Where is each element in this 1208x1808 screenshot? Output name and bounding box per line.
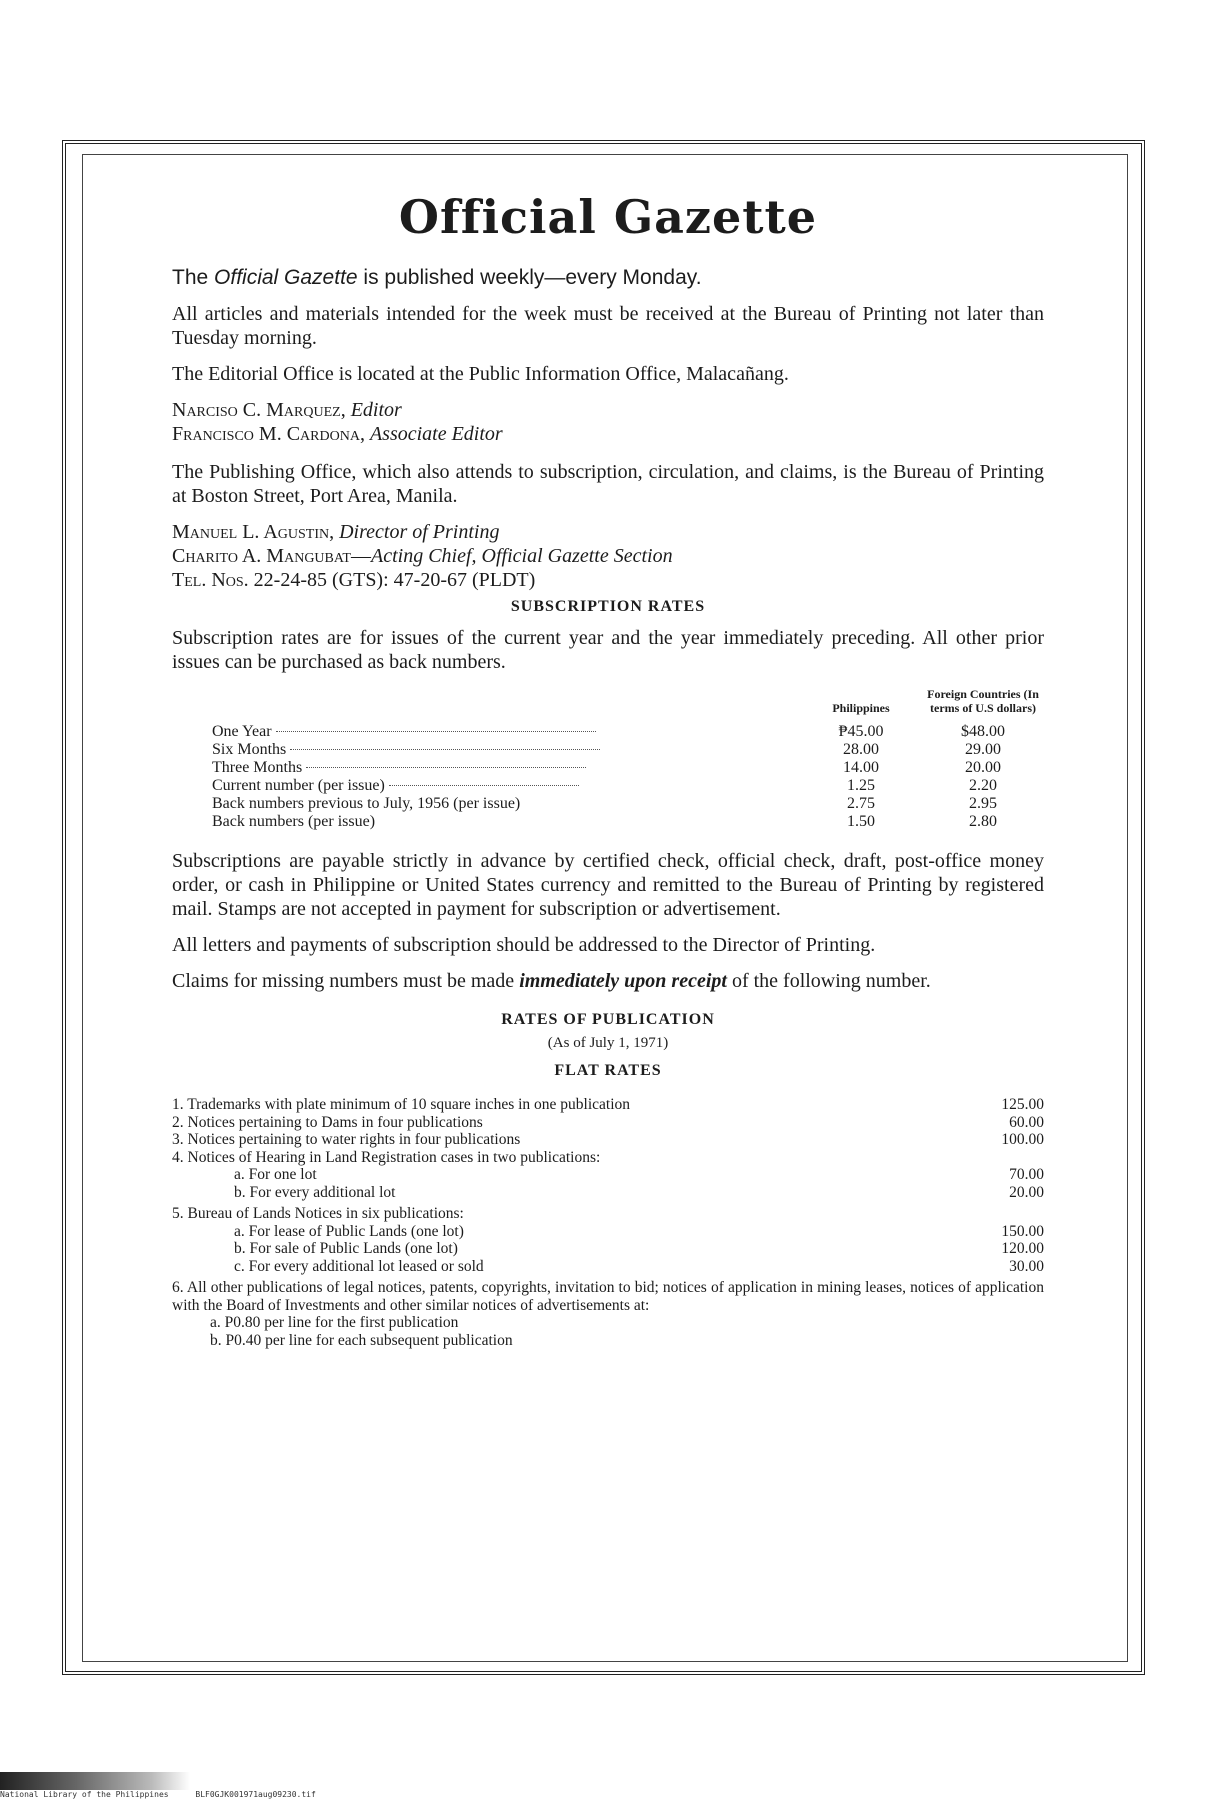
publication-rates-heading: RATES OF PUBLICATION xyxy=(501,1011,715,1028)
publication-rates-date: (As of July 1, 1971) xyxy=(547,1035,669,1051)
staff-line: Charito A. Mangubat—Acting Chief, Official Gazette Section xyxy=(172,545,673,567)
list-item: 3. Notices pertaining to water rights in four publications 100.00 xyxy=(172,1131,1044,1148)
table-row: Back numbers (per issue) 1.50 2.80 xyxy=(212,813,997,830)
table-row: Three Months 14.00 20.00 xyxy=(212,759,1001,776)
intro-deadline-notice: All articles and materials intended for the week must be received at the Bureau of Printing not later than Tuesday morning. xyxy=(172,303,1044,349)
intro-office-location: The Editorial Office is located at the Public Information Office, Malacañang. xyxy=(172,363,789,385)
scan-edge-mark xyxy=(0,1772,190,1790)
telephone-line: Tel. Nos. 22-24-85 (GTS): 47-20-67 (PLDT) xyxy=(172,569,536,591)
table-row: Current number (per issue) 1.25 2.20 xyxy=(212,777,997,794)
list-subitem: b. For sale of Public Lands (one lot) 120.00 xyxy=(234,1240,1044,1257)
flat-rates-heading: FLAT RATES xyxy=(554,1062,662,1079)
staff-line: Manuel L. Agustin, Director of Printing xyxy=(172,521,500,543)
table-row: One Year ₱45.00 $48.00 xyxy=(212,723,1005,740)
editor-list xyxy=(172,398,1044,446)
list-item: 5. Bureau of Lands Notices in six publications: xyxy=(172,1205,464,1222)
publication-rates-list xyxy=(172,1096,1044,1349)
list-subitem: a. For lease of Public Lands (one lot) 150.00 xyxy=(234,1222,1044,1240)
table-row: Six Months 28.00 29.00 xyxy=(212,741,1001,758)
table-row: Back numbers previous to July, 1956 (per issue) 2.75 2.95 xyxy=(212,795,997,812)
list-item: 1. Trademarks with plate minimum of 10 square inches in one publication 125.00 xyxy=(172,1096,1044,1113)
page-content xyxy=(172,190,1044,1349)
list-subitem: a. P0.80 per line for the first publication xyxy=(210,1314,459,1331)
list-subitem: b. P0.40 per line for each subsequent publication xyxy=(210,1331,513,1349)
col-header-foreign: Foreign Countries (In terms of U.S dollars) xyxy=(927,687,1039,715)
list-subitem: a. For one lot 70.00 xyxy=(234,1166,1044,1183)
list-item: 6. All other publications of legal notices, patents, copyrights, invitation to bid; notices of application in mining leases, notices of application with the Board of Investments and other similar notices of advertisements at: xyxy=(172,1279,1044,1314)
footer-library-name: National Library of the Philippines xyxy=(0,1790,169,1799)
letters-address-notice: All letters and payments of subscription should be addressed to the Director of Printing. xyxy=(172,934,876,956)
list-subitem: c. For every additional lot leased or sold 30.00 xyxy=(234,1257,1044,1275)
subscription-rates-table xyxy=(172,686,1044,831)
intro-publication-notice: The Official Gazette is published weekly—every Monday. xyxy=(172,266,702,289)
publishing-staff-list xyxy=(172,520,1044,592)
editor-line: Francisco M. Cardona, Associate Editor xyxy=(172,423,503,445)
subscription-rates-heading: SUBSCRIPTION RATES xyxy=(510,598,706,615)
editor-line: Narciso C. Marquez, Editor xyxy=(172,399,402,421)
payment-terms-notice: Subscriptions are payable strictly in advance by certified check, official check, draft, post-office money order, or cash in Philippine or United States currency and remitted to the Bureau of Printing by registered mail. Stamps are not accepted in payment for subscription or advertisement. xyxy=(172,850,1044,920)
list-item: 2. Notices pertaining to Dams in four publications 60.00 xyxy=(172,1113,1044,1131)
col-header-philippines: Philippines xyxy=(832,701,890,715)
subscription-rates-notice: Subscription rates are for issues of the current year and the year immediately preceding. All other prior issues can be purchased as back numbers. xyxy=(172,627,1044,673)
list-subitem: b. For every additional lot 20.00 xyxy=(234,1183,1044,1201)
publishing-office-notice: The Publishing Office, which also attends to subscription, circulation, and claims, is the Bureau of Printing at Boston Street, Port Area, Manila. xyxy=(172,461,1044,507)
scan-footer xyxy=(0,1790,1208,1808)
footer-file-name: BLF0GJK001971aug09230.tif xyxy=(195,1790,316,1799)
masthead-title: Official Gazette xyxy=(398,190,818,244)
claims-notice: Claims for missing numbers must be made immediately upon receipt of the following number. xyxy=(172,970,931,992)
list-item: 4. Notices of Hearing in Land Registration cases in two publications: xyxy=(172,1148,601,1166)
